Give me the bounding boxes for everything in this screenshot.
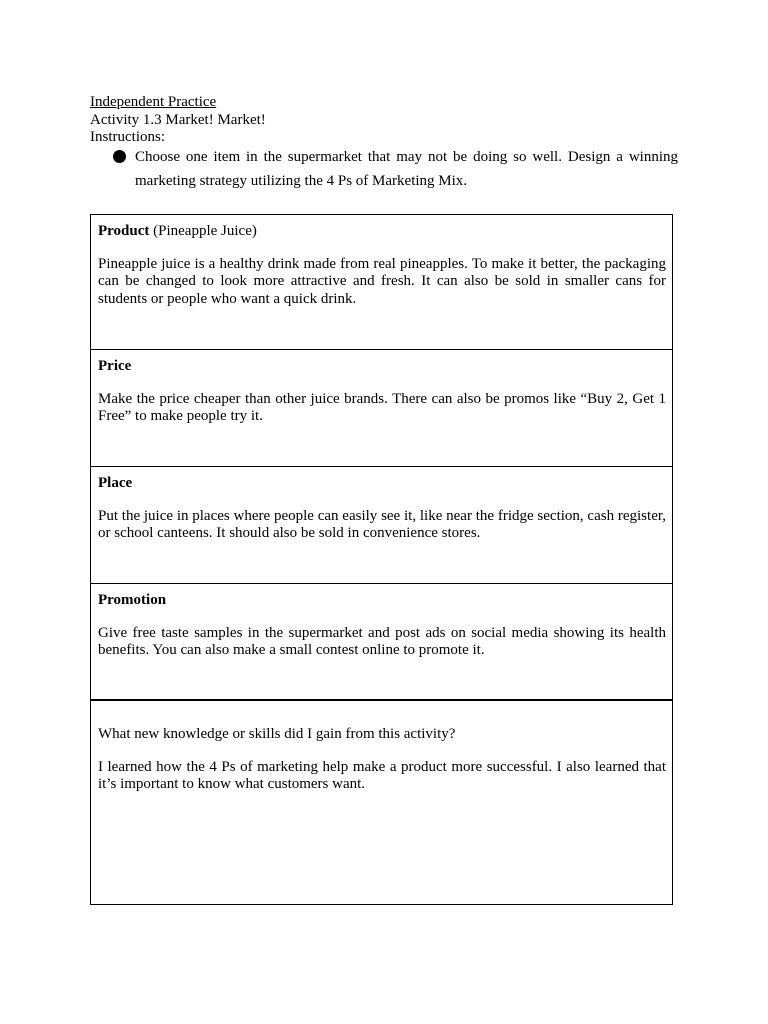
reflection-question: What new knowledge or skills did I gain from this activity? <box>98 726 456 742</box>
product-heading: Product <box>98 223 150 239</box>
product-subheading: (Pineapple Juice) <box>153 223 257 239</box>
product-heading-line <box>98 223 666 241</box>
reflection-section <box>91 701 672 904</box>
instructions-label: Instructions: <box>90 129 165 145</box>
price-body: Make the price cheaper than other juice brands. There can also be promos like “Buy 2, Get 1 Free” to make people try it. <box>98 390 666 424</box>
marketing-mix-table <box>90 214 673 905</box>
section-label: Independent Practice <box>90 94 217 110</box>
place-heading: Place <box>98 475 133 491</box>
instruction-text: Choose one item in the supermarket that may not be doing so well. Design a winning marketing strategy utilizing the 4 Ps of Marketing Mix. <box>135 148 678 189</box>
reflection-answer: I learned how the 4 Ps of marketing help make a product more successful. I also learned that it’s important to know what customers want. <box>98 758 666 792</box>
promotion-body: Give free taste samples in the supermarket and post ads on social media showing its health benefits. You can also make a small contest online to promote it. <box>98 624 666 658</box>
product-body: Pineapple juice is a healthy drink made from real pineapples. To make it better, the packaging can be changed to look more attractive and fresh. It can also be sold in smaller cans for students or people who want a quick drink. <box>98 255 666 307</box>
activity-header <box>90 94 678 193</box>
place-body: Put the juice in places where people can easily see it, like near the fridge section, cash register, or school canteens. It should also be sold in convenience stores. <box>98 507 666 541</box>
price-heading: Price <box>98 358 132 374</box>
activity-title: Activity 1.3 Market! Market! <box>90 111 266 128</box>
promotion-section <box>91 584 672 701</box>
instruction-bullet <box>90 145 678 193</box>
product-section <box>91 215 672 350</box>
promotion-heading: Promotion <box>98 592 167 608</box>
bullet-dot-icon <box>113 150 126 163</box>
place-section <box>91 467 672 584</box>
price-section <box>91 350 672 467</box>
